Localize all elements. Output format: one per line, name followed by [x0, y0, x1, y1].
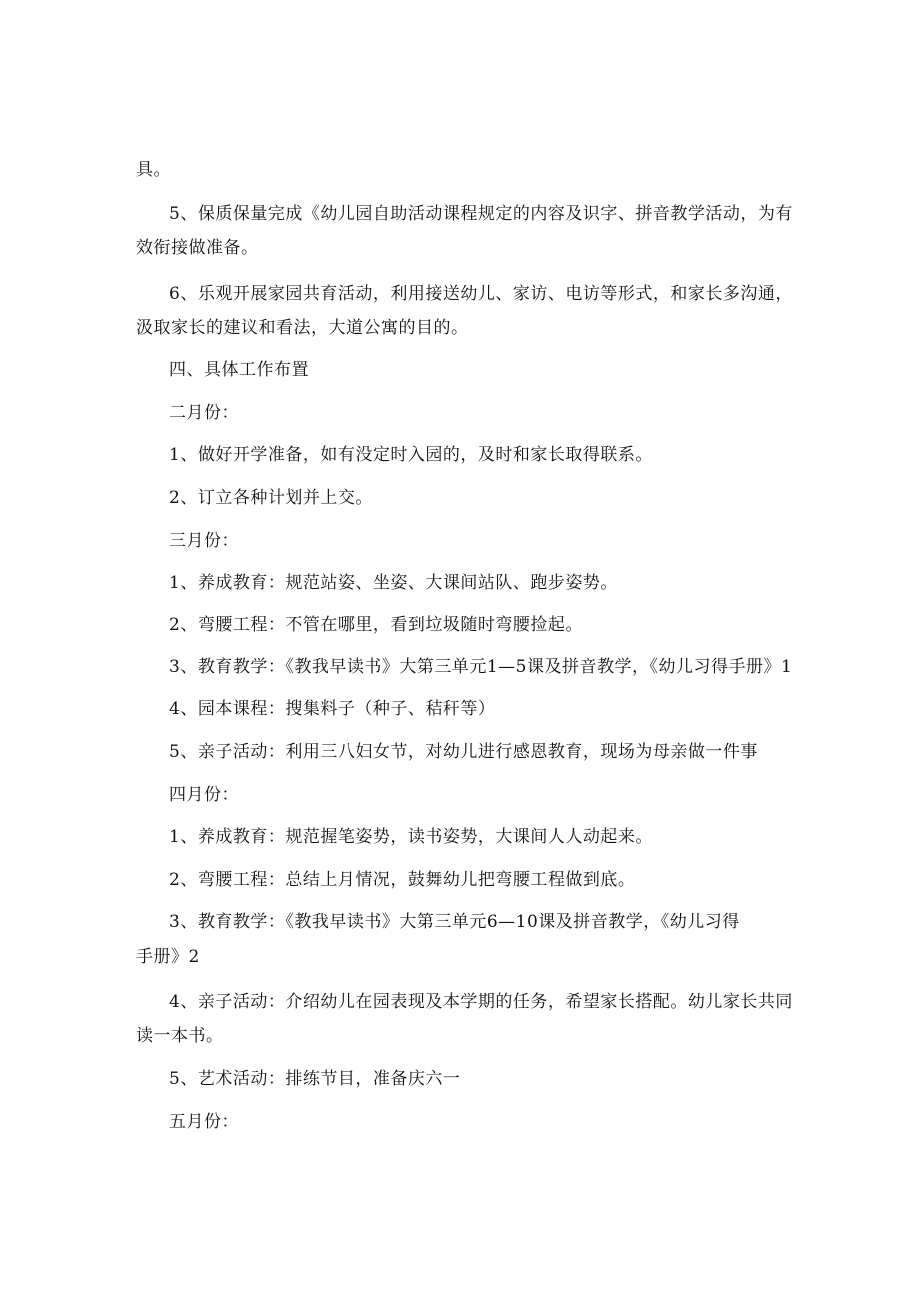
- text-line: 3、教育教学：《教我早读书》大第三单元1—5课及拼音教学，《幼儿习得手册》1: [169, 657, 793, 677]
- text-line: 5、艺术活动：排练节目，准备庆六一: [169, 1069, 461, 1089]
- month-heading: 五月份：: [169, 1112, 239, 1132]
- text-line: 具。: [136, 160, 171, 180]
- text-line: 5、保质保量完成《幼儿园自助活动课程规定的内容及识字、拼音教学活动，为有: [169, 204, 793, 224]
- text-line: 1、养成教育：规范站姿、坐姿、大课间站队、跑步姿势。: [169, 573, 618, 593]
- text-line: 4、亲子活动：介绍幼儿在园表现及本学期的任务，希望家长搭配。幼儿家长共同: [169, 992, 793, 1012]
- text-line: 手册》2: [136, 947, 200, 967]
- text-line: 3、教育教学：《教我早读书》大第三单元6—10课及拼音教学，《幼儿习得: [169, 912, 740, 932]
- month-heading: 二月份：: [169, 403, 239, 423]
- text-line: 6、乐观开展家园共育活动，利用接送幼儿、家访、电访等形式，和家长多沟通，: [169, 284, 793, 304]
- text-line: 1、养成教育：规范握笔姿势，读书姿势，大课间人人动起来。: [169, 827, 653, 847]
- text-line: 2、弯腰工程：不管在哪里，看到垃圾随时弯腰捡起。: [169, 615, 583, 635]
- section-heading: 四、具体工作布置: [169, 360, 309, 380]
- text-line: 2、订立各种计划并上交。: [169, 488, 373, 508]
- text-line: 5、亲子活动：利用三八妇女节，对幼儿进行感恩教育，现场为母亲做一件事: [169, 742, 758, 762]
- month-heading: 三月份：: [169, 531, 239, 551]
- text-line: 效衔接做准备。: [136, 238, 259, 258]
- month-heading: 四月份：: [169, 785, 239, 805]
- text-line: 读一本书。: [136, 1026, 224, 1046]
- text-line: 4、园本课程：搜集料子（种子、秸秆等）: [169, 699, 496, 719]
- text-line: 2、弯腰工程：总结上月情况，鼓舞幼儿把弯腰工程做到底。: [169, 870, 636, 890]
- text-line: 1、做好开学准备，如有没定时入园的，及时和家长取得联系。: [169, 445, 653, 465]
- text-line: 汲取家长的建议和看法，大道公寓的目的。: [136, 318, 469, 338]
